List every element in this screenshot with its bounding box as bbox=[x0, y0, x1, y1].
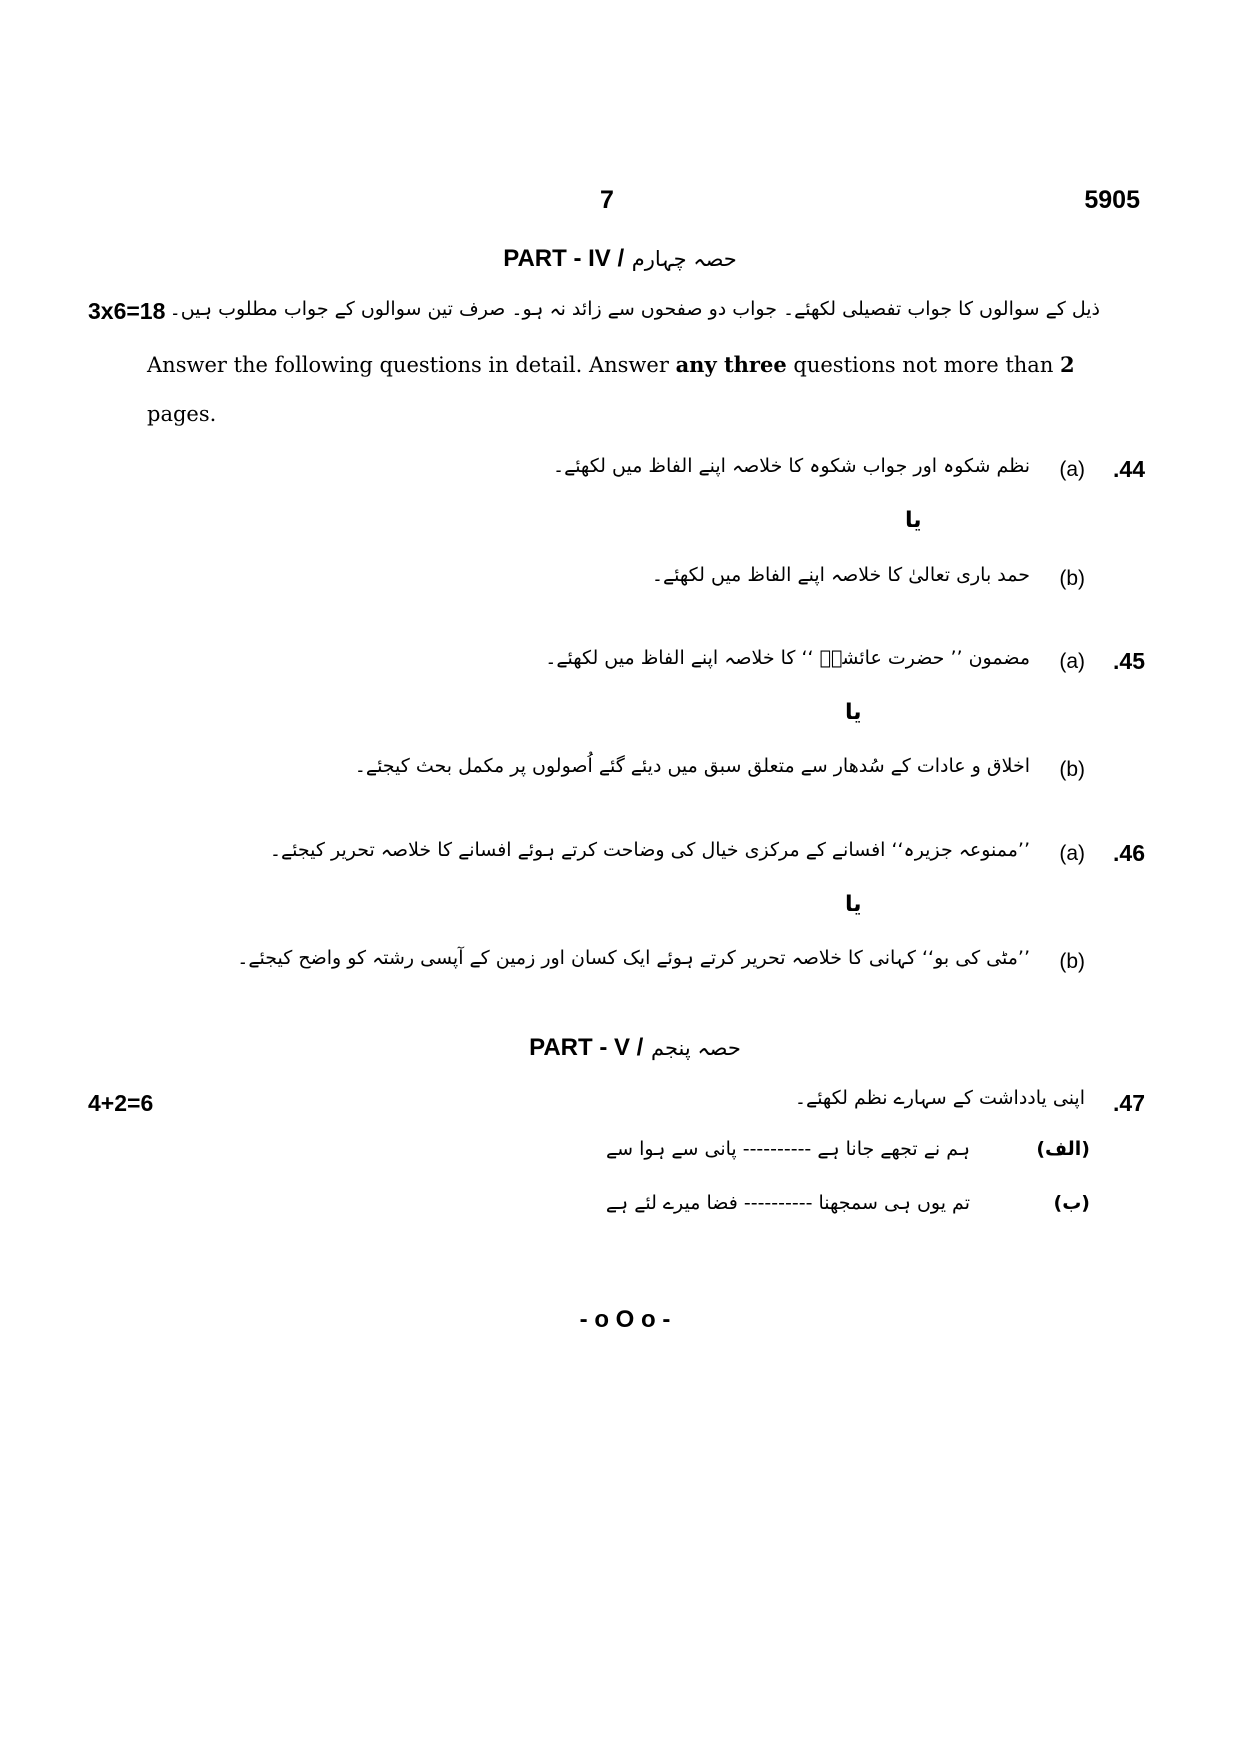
question-text: حمد باری تعالیٰ کا خلاصہ اپنے الفاظ میں لکھئے۔ bbox=[651, 564, 1030, 586]
question-number: .47 bbox=[1113, 1090, 1145, 1116]
question-text: اپنی یادداشت کے سہارے نظم لکھئے۔ bbox=[794, 1087, 1085, 1109]
question-number: .46 bbox=[1113, 840, 1145, 866]
poem-line-label: (ب) bbox=[1053, 1192, 1090, 1214]
part-4-heading-ur: حصہ چہارم bbox=[631, 247, 737, 271]
part-4-heading bbox=[0, 244, 1240, 273]
part-4-instruction-ur: ذیل کے سوالوں کا جواب تفصیلی لکھئے۔ جواب دو صفحوں سے زائد نہ ہو۔ صرف تین سوالوں کے جواب مطلوب ہیں۔ bbox=[169, 298, 1100, 320]
poem-line-text: تم یوں ہی سمجھنا ---------- فضا میرے لئے ہے bbox=[605, 1192, 970, 1214]
part-5-heading bbox=[0, 1033, 1240, 1062]
question-text: ’’مٹی کی بو‘‘ کہانی کا خلاصہ تحریر کرتے ہوئے ایک کسان اور زمین کے آپسی رشتہ کو واضح کیجئے۔ bbox=[237, 947, 1030, 969]
question-number: .44 bbox=[1113, 456, 1145, 482]
poem-line-label: (الف) bbox=[1036, 1138, 1090, 1160]
question-text: نظم شکوہ اور جواب شکوہ کا خلاصہ اپنے الفاظ میں لکھئے۔ bbox=[552, 455, 1030, 477]
or-separator: یا bbox=[905, 508, 922, 533]
question-text: اخلاق و عادات کے سُدھار سے متعلق سبق میں دیئے گئے اُصولوں پر مکمل بحث کیجئے۔ bbox=[354, 755, 1030, 777]
or-separator: یا bbox=[845, 892, 862, 917]
part-4-instruction-en: Answer the following questions in detail. Answer any three questions not more than 2 pages. bbox=[147, 352, 1075, 426]
part-4-marks: 3x6=18 bbox=[88, 298, 166, 324]
part-5-heading-en: PART - V / bbox=[529, 1034, 644, 1061]
question-number: .45 bbox=[1113, 648, 1145, 674]
sub-label-b: (b) bbox=[1059, 950, 1085, 973]
end-of-paper-mark: - o O o - bbox=[579, 1306, 671, 1333]
sub-label-a: (a) bbox=[1059, 842, 1085, 865]
page-number: 7 bbox=[600, 186, 614, 214]
sub-label-a: (a) bbox=[1059, 458, 1085, 481]
poem-line-text: ہم نے تجھے جانا ہے ---------- پانی سے ہوا سے bbox=[606, 1138, 970, 1160]
part-4-heading-en: PART - IV / bbox=[503, 245, 625, 272]
paper-code: 5905 bbox=[1084, 186, 1140, 214]
sub-label-b: (b) bbox=[1059, 758, 1085, 781]
question-text: مضمون ’’ حضرت عائشہؓ ‘‘ کا خلاصہ اپنے الفاظ میں لکھئے۔ bbox=[545, 647, 1030, 669]
or-separator: یا bbox=[845, 700, 862, 725]
part-5-heading-ur: حصہ پنجم bbox=[650, 1036, 741, 1060]
part-5-marks: 4+2=6 bbox=[88, 1090, 154, 1116]
sub-label-b: (b) bbox=[1059, 567, 1085, 590]
sub-label-a: (a) bbox=[1059, 650, 1085, 673]
question-text: ’’ممنوعہ جزیرہ‘‘ افسانے کے مرکزی خیال کی وضاحت کرتے ہوئے افسانے کا خلاصہ تحریر کیجئے۔ bbox=[269, 839, 1030, 861]
